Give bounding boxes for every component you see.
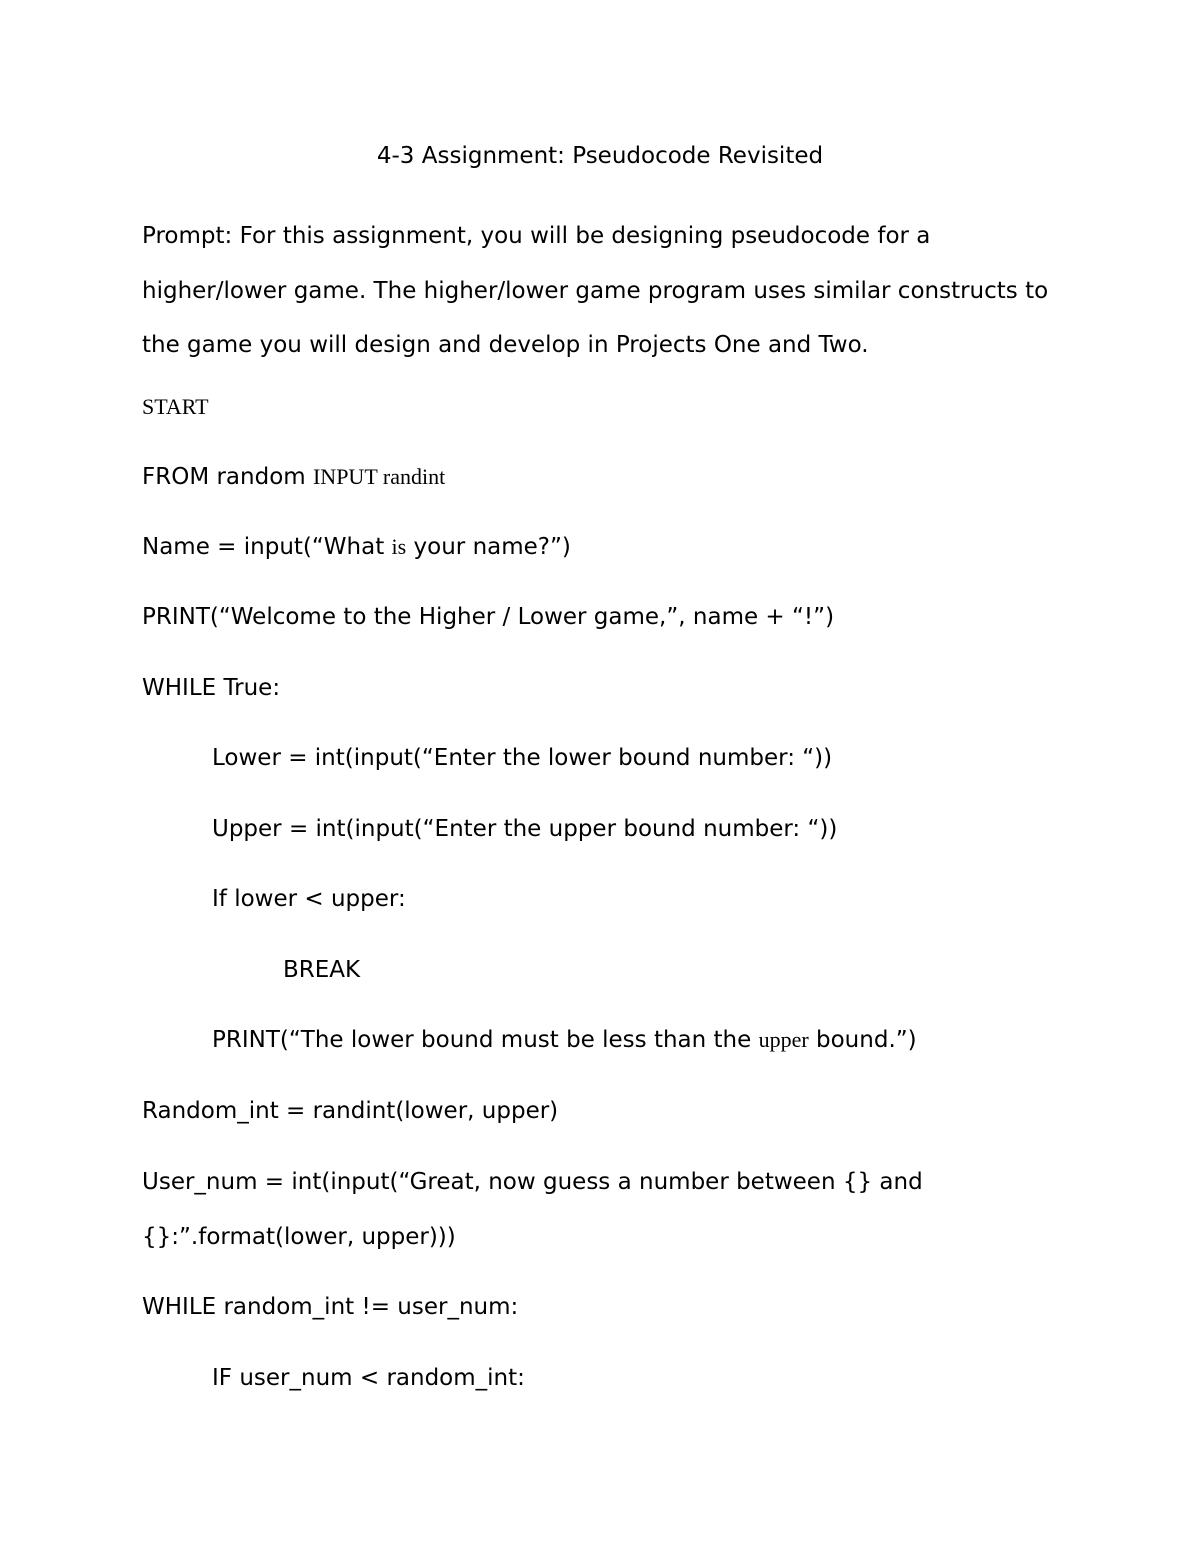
code-line-import: [142, 459, 445, 495]
name-input-part-1: Name = input(“What: [142, 534, 392, 560]
code-line-start: START: [142, 394, 209, 419]
document-title: 4-3 Assignment: Pseudocode Revisited: [376, 143, 824, 169]
import-module: INPUT randint: [312, 464, 446, 489]
code-line-while-true: WHILE True:: [142, 675, 281, 701]
code-line-user-num-1: User_num = int(input(“Great, now guess a number between {} and: [142, 1169, 923, 1195]
code-line-break: BREAK: [283, 957, 361, 983]
prompt-paragraph: Prompt: For this assignment, you will be designing pseudocode for a higher/lower game. The higher/lower game program uses similar constructs to the game you will design and develop in Projects One and Two.: [142, 223, 1049, 358]
print-error-part-2: upper: [758, 1027, 809, 1052]
code-line-print-error: [212, 1022, 917, 1058]
code-line-random-int: Random_int = randint(lower, upper): [142, 1098, 559, 1124]
print-error-part-3: bound.”): [808, 1027, 917, 1053]
name-input-part-2: is: [391, 534, 407, 559]
print-error-part-1: PRINT(“The lower bound must be less than the: [212, 1027, 759, 1053]
code-line-lower-input: Lower = int(input(“Enter the lower bound number: “)): [212, 745, 833, 771]
name-input-part-3: your name?”): [406, 534, 571, 560]
code-line-upper-input: Upper = int(input(“Enter the upper bound number: “)): [212, 816, 838, 842]
import-keyword: FROM random: [142, 464, 313, 490]
code-line-name-input: [142, 529, 571, 565]
code-line-user-num-2: {}:”.format(lower, upper))): [142, 1224, 456, 1250]
code-line-while-guess: WHILE random_int != user_num:: [142, 1294, 519, 1320]
code-line-if-lower-upper: If lower < upper:: [212, 886, 406, 912]
code-line-if-less: IF user_num < random_int:: [212, 1365, 525, 1391]
code-line-print-welcome: PRINT(“Welcome to the Higher / Lower game,”, name + “!”): [142, 604, 835, 630]
